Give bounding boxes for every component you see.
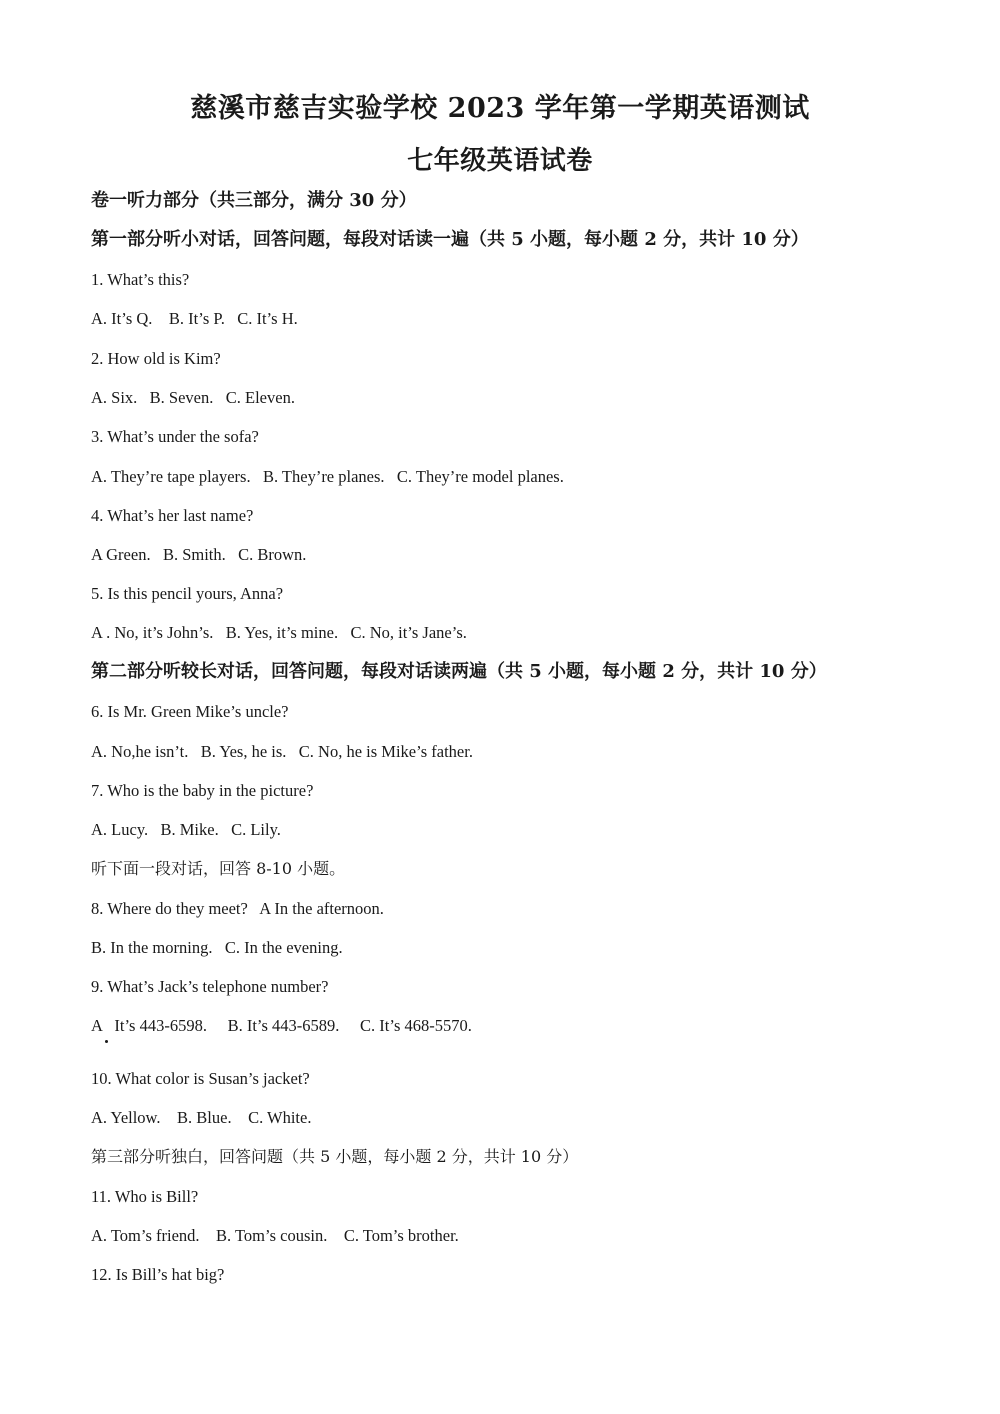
part1-heading: 第一部分听小对话，回答问题，每段对话读一遍（共 5 小题，每小题 2 分，共计 10 分）: [91, 229, 809, 250]
options-8: B. In the morning. C. In the evening.: [91, 938, 343, 957]
question-11: 11. Who is Bill?: [91, 1187, 199, 1206]
options-7: A. Lucy. B. Mike. C. Lily.: [91, 820, 281, 839]
question-1: 1. What’s this?: [91, 270, 190, 289]
options-3: A. They’re tape players. B. They’re planes. C. They’re model planes.: [91, 467, 564, 486]
question-6: 6. Is Mr. Green Mike’s uncle?: [91, 702, 289, 721]
question-10: 10. What color is Susan’s jacket?: [91, 1069, 310, 1088]
options-4: A Green. B. Smith. C. Brown.: [91, 545, 307, 564]
part3-heading: 第三部分听独白，回答问题（共 5 小题，每小题 2 分，共计 10 分）: [91, 1147, 579, 1166]
options-5: A . No, it’s John’s. B. Yes, it’s mine. C. No, it’s Jane’s.: [91, 623, 467, 642]
question-7: 7. Who is the baby in the picture?: [91, 781, 314, 800]
exam-title: 慈溪市慈吉实验学校 2023 学年第一学期英语测试: [190, 93, 810, 124]
volume-heading: 卷一听力部分（共三部分，满分 30 分）: [91, 190, 417, 211]
options-2: A. Six. B. Seven. C. Eleven.: [91, 388, 295, 407]
question-2: 2. How old is Kim?: [91, 349, 221, 368]
stray-dot: [105, 1040, 108, 1043]
exam-subtitle: 七年级英语试卷: [407, 146, 593, 176]
part2-heading: 第二部分听较长对话，回答问题，每段对话读两遍（共 5 小题，每小题 2 分，共计 10 分）: [91, 661, 827, 682]
question-9: 9. What’s Jack’s telephone number?: [91, 977, 329, 996]
options-10: A. Yellow. B. Blue. C. White.: [91, 1108, 312, 1127]
options-11: A. Tom’s friend. B. Tom’s cousin. C. Tom’s brother.: [91, 1226, 459, 1245]
question-8: 8. Where do they meet? A In the afternoon.: [91, 899, 384, 918]
part2-instruction: 听下面一段对话，回答 8-10 小题。: [91, 859, 346, 878]
question-3: 3. What’s under the sofa?: [91, 427, 259, 446]
question-4: 4. What’s her last name?: [91, 506, 254, 525]
options-9: A It’s 443-6598. B. It’s 443-6589. C. It’s 468-5570.: [91, 1016, 472, 1035]
options-1: A. It’s Q. B. It’s P. C. It’s H.: [91, 309, 298, 328]
question-12: 12. Is Bill’s hat big?: [91, 1265, 225, 1284]
question-5: 5. Is this pencil yours, Anna?: [91, 584, 284, 603]
options-6: A. No,he isn’t. B. Yes, he is. C. No, he is Mike’s father.: [91, 742, 473, 761]
